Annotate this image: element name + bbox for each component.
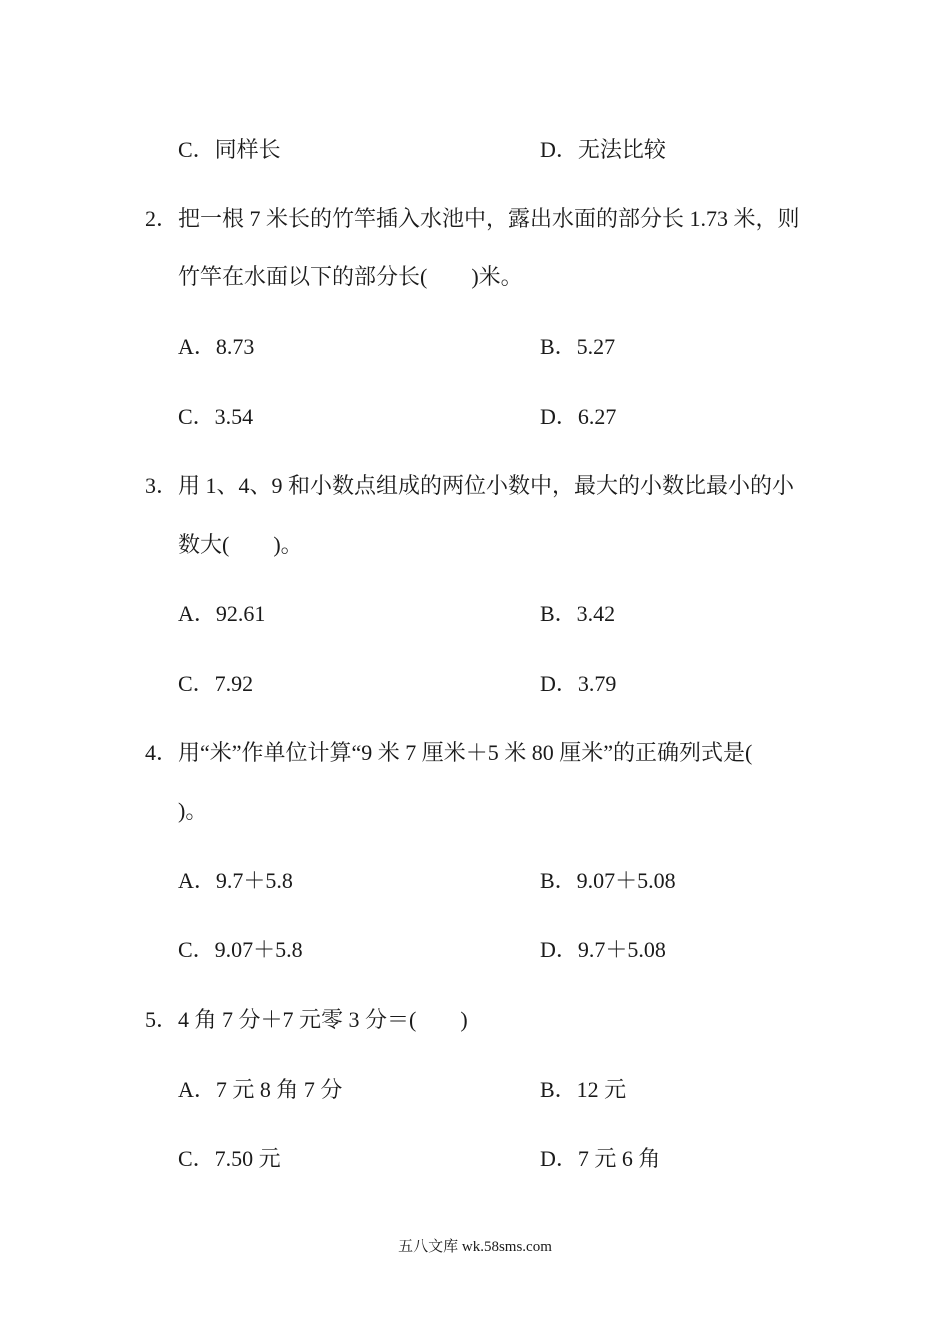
- q4-option-d: D．9.7＋5.08: [540, 937, 666, 962]
- q4-option-a: A．9.7＋5.8: [178, 868, 293, 893]
- q1-option-d: D．无法比较: [540, 137, 666, 162]
- q3-stem-line1: 3．用 1、4、9 和小数点组成的两位小数中，最大的小数比最小的小: [145, 473, 795, 498]
- q3-stem-line2: 数大( )。: [178, 532, 303, 557]
- q5-option-c: C．7.50 元: [178, 1146, 281, 1171]
- q2-stem-line1: 2．把一根 7 米长的竹竿插入水池中，露出水面的部分长 1.73 米，则: [145, 206, 800, 231]
- page-footer: 五八文库 wk.58sms.com: [398, 1239, 552, 1255]
- q3-option-a: A．92.61: [178, 601, 266, 626]
- q2-option-c: C．3.54: [178, 404, 254, 429]
- q5-option-d: D．7 元 6 角: [540, 1146, 661, 1171]
- q2-option-a: A．8.73: [178, 334, 255, 359]
- q4-stem-line2: )。: [178, 798, 208, 823]
- q2-option-d: D．6.27: [540, 404, 617, 429]
- q5-option-a: A．7 元 8 角 7 分: [178, 1077, 343, 1102]
- q4-option-b: B．9.07＋5.08: [540, 868, 676, 893]
- q3-option-b: B．3.42: [540, 601, 616, 626]
- q3-option-c: C．7.92: [178, 671, 254, 696]
- q4-stem-line1: 4．用“米”作单位计算“9 米 7 厘米＋5 米 80 厘米”的正确列式是(: [145, 740, 753, 765]
- q3-option-d: D．3.79: [540, 671, 617, 696]
- q4-option-c: C．9.07＋5.8: [178, 937, 303, 962]
- q5-stem: 5．4 角 7 分＋7 元零 3 分＝( ): [145, 1007, 468, 1032]
- q2-option-b: B．5.27: [540, 334, 616, 359]
- q1-option-c: C．同样长: [178, 137, 281, 162]
- q2-stem-line2: 竹竿在水面以下的部分长( )米。: [178, 264, 523, 289]
- q5-option-b: B．12 元: [540, 1077, 627, 1102]
